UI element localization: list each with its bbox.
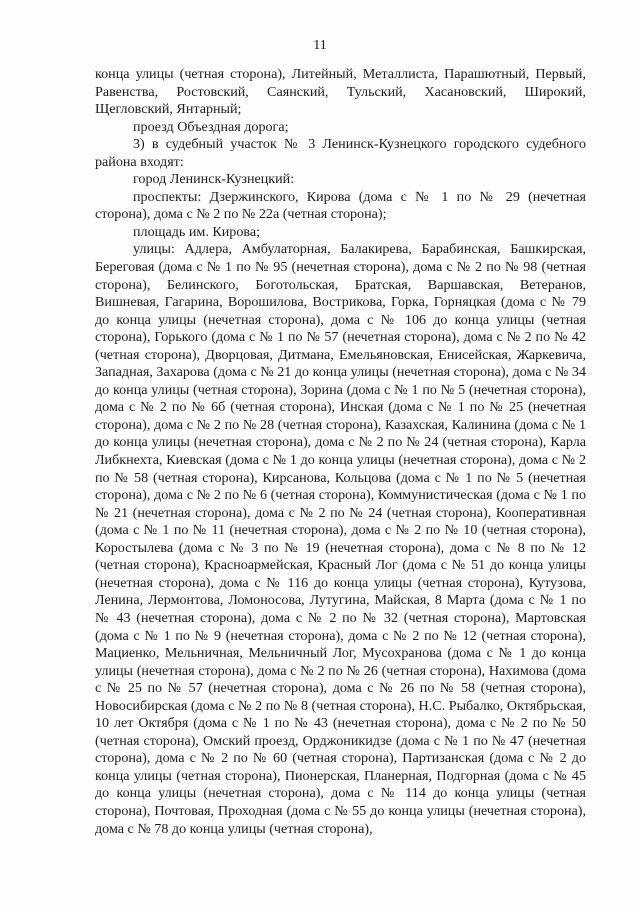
paragraph-city-name: город Ленинск-Кузнецкий: — [133, 171, 295, 188]
paragraph-street-list-continuation: конца улицы (четная сторона), Литейный, Металлиста, Парашютный, Первый, Равенства, Ростовский, Саянский, Тульский, Хасановский, Широкий, Щегловский, Янтарный; — [95, 66, 586, 118]
paragraph-court-district-3-heading: 3) в судебный участок № 3 Ленинск-Кузнецкого городского судебного района входят: — [95, 136, 586, 170]
paragraph-avenues: проспекты: Дзержинского, Кирова (дома с № 1 по № 29 (нечетная сторона), дома с № 2 по № 22а (четная сторона); — [95, 188, 586, 223]
paragraph-square: площадь им. Кирова; — [133, 223, 261, 240]
document-body — [95, 66, 586, 838]
paragraph-bypass-road: проезд Объездная дорога; — [133, 118, 289, 135]
paragraph-streets: улицы: Адлера, Амбулаторная, Балакирева, Барабинская, Башкирская, Береговая (дома с № 1 по № 95 (нечетная сторона), дома с № 2 по № 98 (четная сторона), Белинского, Боготольская, Братская, Варшавская, Ветеранов, Вишневая, Гагарина, Ворошилова, Вострикова, Горка, Горняцкая (дома с № 79 до конца улицы (нечетная сторона), дома с № 106 до конца улицы (четная сторона), Горького (дома с № 1 по № 57 (нечетная сторона), дома с № 2 по № 42 (четная сторона), Дворцовая, Дитмана, Емельяновская, Енисейская, Жаркевича, Западная, Захарова (дома с № 21 до конца улицы (нечетная сторона), дома с № 34 до конца улицы (четная сторона), Зорина (дома с № 1 по № 5 (нечетная сторона), дома с № 2 по № 6б (четная сторона), Инская (дома с № 1 по № 25 (нечетная сторона), дома с № 2 по № 28 (четная сторона), Казахская, Калинина (дома с № 1 до конца улицы (нечетная сторона), дома с № 2 по № 24 (четная сторона), Карла Либкнехта, Киевская (дома с № 1 до конца улицы (нечетная сторона), дома с № 2 по № 58 (четная сторона), Кирсанова, Кольцова (дома с № 1 по № 5 (нечетная сторона), дома с № 2 по № 6 (четная сторона), Коммунистическая (дома с № 1 по № 21 (нечетная сторона), дома с № 2 по № 24 (четная сторона), Кооперативная (дома с № 1 по № 11 (нечетная сторона), дома с № 2 по № 10 (четная сторона), Коростылева (дома с № 3 по № 19 (нечетная сторона), дома с № 8 по № 12 (четная сторона), Красноармейская, Красный Лог (дома с № 51 до конца улицы (нечетная сторона), дома с № 116 до конца улицы (четная сторона), Кутузова, Ленина, Лермонтова, Ломоносова, Лутугина, Майская, 8 Марта (дома с № 1 по № 43 (нечетная сторона), дома с № 2 по № 32 (четная сторона), Мартовская (дома с № 1 по № 9 (нечетная сторона), дома с № 2 по № 12 (четная сторона), Мациенко, Мельничная, Мельничный Лог, Мусохранова (дома с № 1 до конца улицы (нечетная сторона), дома с № 2 по № 26 (четная сторона), Нахимова (дома с № 25 по № 57 (нечетная сторона), дома с № 26 по № 58 (четная сторона), Новосибирская (дома с № 2 по № 8 (четная сторона), Н.С. Рыбалко, Октябрьская, 10 лет Октября (дома с № 1 по № 43 (нечетная сторона), дома с № 2 по № 50 (четная сторона), Омский проезд, Орджоникидзе (дома с № 1 по № 47 (нечетная сторона), дома с № 2 по № 60 (четная сторона), Партизанская (дома с № 2 до конца улицы (четная сторона), Пионерская, Планерная, Подгорная (дома с № 45 до конца улицы (нечетная сторона), дома с № 114 до конца улицы (четная сторона), Почтовая, Проходная (дома с № 55 до конца улицы (нечетная сторона), дома с № 78 до конца улицы (четная сторона), — [95, 241, 586, 837]
page-number: 11 — [313, 38, 327, 53]
